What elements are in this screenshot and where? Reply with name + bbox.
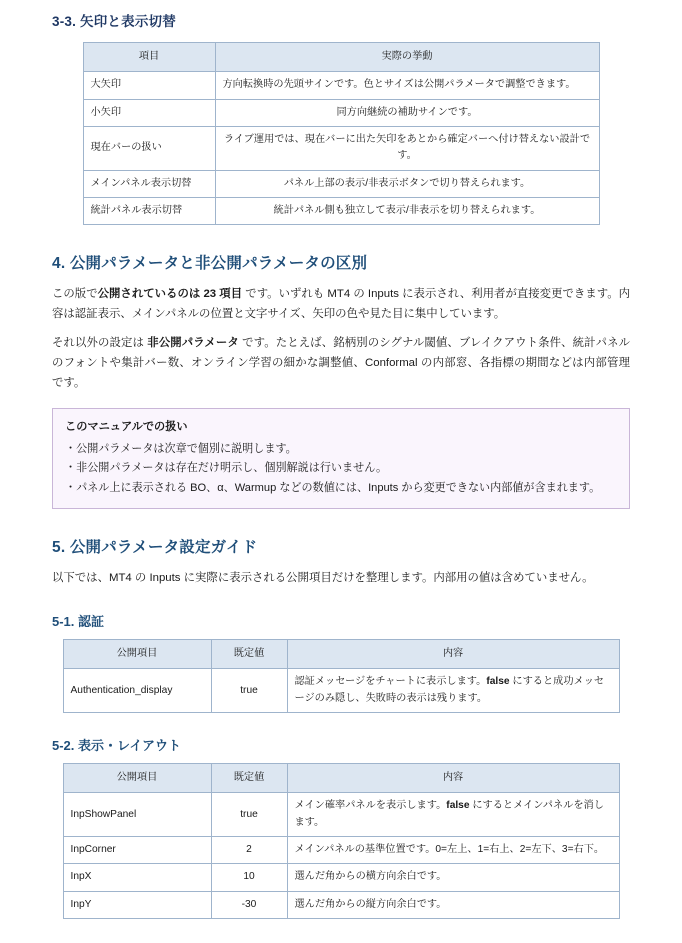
cell-default-value: true [211, 793, 287, 837]
column-header-desc: 内容 [287, 640, 619, 669]
text-fragment: にすると成功メッセージのみ隠し、失敗時の表示は残ります。 [294, 676, 605, 704]
column-header-behavior: 実際の挙動 [215, 43, 599, 72]
cell-description: 選んだ角からの縦方向余白です。 [287, 891, 619, 918]
column-header-default: 既定値 [211, 640, 287, 669]
text-fragment: メイン確率パネルを表示します。 [294, 800, 447, 812]
column-header-desc: 内容 [287, 764, 619, 793]
list-item: ・公開パラメータは次章で個別に説明します。 [65, 442, 297, 455]
text-fragment: この版で [52, 288, 98, 301]
note-box-manual-handling [52, 408, 630, 509]
table-row [83, 99, 599, 126]
heading-3-3: 3-3. 矢印と表示切替 [52, 14, 176, 29]
heading-5-2: 5-2. 表示・レイアウト [52, 738, 181, 754]
table-row [63, 669, 619, 713]
text-fragment: にするとメインパネルを消します。 [294, 800, 604, 828]
table-row [63, 891, 619, 918]
note-title: このマニュアルでの扱い [65, 420, 188, 433]
column-header-param: 公開項目 [63, 764, 211, 793]
table-row [83, 197, 599, 224]
table-row [63, 837, 619, 864]
column-header-default: 既定値 [211, 764, 287, 793]
table-row [83, 126, 599, 170]
paragraph-private-params [52, 334, 630, 394]
table-display-layout-params [63, 763, 620, 919]
table-header-row [63, 764, 619, 793]
cell-description: メインパネルの基準位置です。0=左上、1=右上、2=左下、3=右下。 [287, 837, 619, 864]
cell-behavior: ライブ運用では、現在バーに出た矢印をあとから確定バーへ付け替えない設計です。 [215, 126, 599, 170]
column-header-item: 項目 [83, 43, 215, 72]
cell-default-value: -30 [211, 891, 287, 918]
cell-default-value: 2 [211, 837, 287, 864]
heading-4: 4. 公開パラメータと非公開パラメータの区別 [52, 255, 368, 273]
table-row [83, 170, 599, 197]
cell-param-name: InpX [63, 864, 211, 891]
cell-behavior: パネル上部の表示/非表示ボタンで切り替えられます。 [215, 170, 599, 197]
table-arrows-display [83, 42, 600, 225]
text-fragment: です。いずれも MT4 の Inputs に表示され、利用者が直接変更できます。内容は認証表示、メインパネルの位置と文字サイズ、矢印の色や見た目に集中しています。 [52, 288, 630, 321]
cell-param-name: InpShowPanel [63, 793, 211, 837]
cell-item: 小矢印 [83, 99, 215, 126]
table-authentication-params [63, 639, 620, 713]
cell-item: 統計パネル表示切替 [83, 197, 215, 224]
cell-description [287, 793, 619, 837]
text-emphasis: 非公開パラメータ [147, 337, 239, 350]
cell-description: 選んだ角からの横方向余白です。 [287, 864, 619, 891]
list-item: ・非公開パラメータは存在だけ明示し、個別解説は行いません。 [65, 462, 388, 475]
paragraph-setting-guide: 以下では、MT4 の Inputs に実際に表示される公開項目だけを整理します。内部用の値は含めていません。 [52, 572, 594, 585]
cell-behavior: 統計パネル側も独立して表示/非表示を切り替えられます。 [215, 197, 599, 224]
cell-param-name: InpY [63, 891, 211, 918]
cell-item: 大矢印 [83, 72, 215, 99]
cell-default-value: true [211, 669, 287, 713]
list-item: ・パネル上に表示される BO、α、Warmup などの数値には、Inputs から変更できない内部値が含まれます。 [65, 481, 601, 494]
heading-5: 5. 公開パラメータ設定ガイド [52, 539, 258, 557]
text-emphasis: false [486, 676, 510, 688]
table-row [63, 793, 619, 837]
cell-behavior: 同方向継続の補助サインです。 [215, 99, 599, 126]
text-fragment: それ以外の設定は [52, 337, 148, 350]
cell-behavior: 方向転換時の先頭サインです。色とサイズは公開パラメータで調整できます。 [215, 72, 599, 99]
column-header-param: 公開項目 [63, 640, 211, 669]
table-header-row [83, 43, 599, 72]
heading-5-1: 5-1. 認証 [52, 614, 105, 630]
table-row [63, 864, 619, 891]
cell-item: メインパネル表示切替 [83, 170, 215, 197]
cell-item: 現在バーの扱い [83, 126, 215, 170]
paragraph-public-params [52, 285, 630, 325]
table-header-row [63, 640, 619, 669]
note-list [65, 440, 617, 498]
text-fragment: 認証メッセージをチャートに表示します。 [294, 676, 487, 688]
cell-param-name: Authentication_display [63, 669, 211, 713]
text-fragment: です。たとえば、銘柄別のシグナル閾値、ブレイクアウト条件、統計パネルのフォントや集計バー数、オンライン学習の細かな調整値、Conformal の内部窓、各指標の期間などは内部管理です。 [52, 337, 630, 389]
cell-param-name: InpCorner [63, 837, 211, 864]
cell-description [287, 669, 619, 713]
text-emphasis: false [446, 800, 470, 812]
cell-default-value: 10 [211, 864, 287, 891]
text-emphasis: 公開されているのは 23 項目 [97, 288, 243, 301]
table-row [83, 72, 599, 99]
